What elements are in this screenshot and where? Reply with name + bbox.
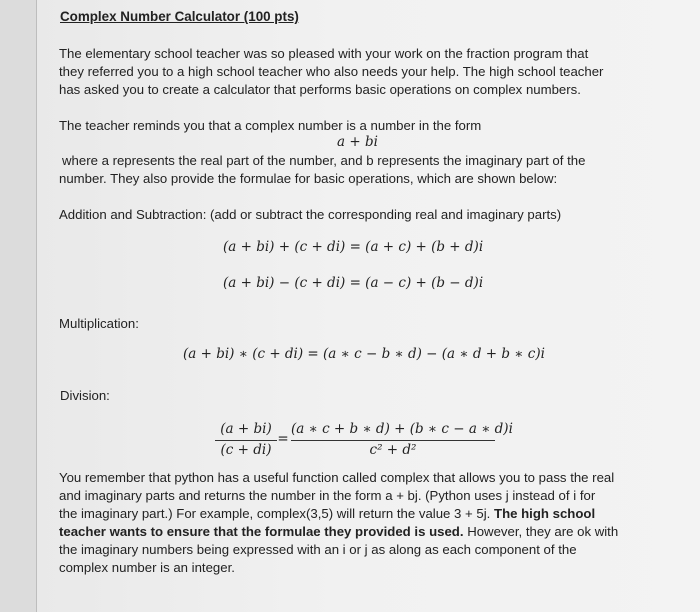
- division-lhs-fraction-bar: [215, 440, 277, 441]
- where-line-1: where a represents the real part of the number, and b represents the imaginary part of the: [62, 153, 586, 168]
- page-title: Complex Number Calculator (100 pts): [60, 9, 299, 24]
- division-rhs-fraction-bar: [291, 440, 495, 441]
- reminder-line: The teacher reminds you that a complex number is a number in the form: [59, 118, 482, 133]
- intro-line-1: The elementary school teacher was so pleased with your work on the fraction program that: [59, 46, 589, 61]
- document-page: [36, 0, 700, 612]
- addsub-heading: Addition and Subtraction: (add or subtract the corresponding real and imaginary parts): [59, 207, 562, 222]
- intro-line-2: they referred you to a high school teacher who also needs your help. The high school teacher: [59, 64, 604, 79]
- python-line-4-text: However, they are ok with: [467, 524, 619, 539]
- division-rhs-denominator: c² + d²: [369, 442, 417, 458]
- division-heading: Division:: [60, 388, 110, 403]
- python-line-5: the imaginary numbers being expressed with an i or j as along as each component of the: [59, 542, 577, 557]
- division-rhs-numerator: (a ∗ c + b ∗ d) + (b ∗ c − a ∗ d)i: [291, 421, 513, 437]
- python-line-2: and imaginary parts and returns the number in the form a + bj. (Python uses j instead of i for: [59, 488, 596, 503]
- complex-form: a + bi: [337, 134, 378, 150]
- python-line-3: [59, 505, 595, 522]
- subtraction-formula: (a + bi) − (c + di) = (a − c) + (b − d)i: [223, 275, 484, 291]
- where-line-2: number. They also provide the formulae for basic operations, which are shown below:: [59, 171, 558, 186]
- python-line-3-text: the imaginary part.) For example, complex(3,5) will return the value 3 + 5j.: [59, 506, 491, 521]
- addition-formula: (a + bi) + (c + di) = (a + c) + (b + d)i: [223, 239, 484, 255]
- python-line-3-bold: The high school: [494, 506, 596, 521]
- python-line-4-bold: teacher wants to ensure that the formulae they provided is used.: [59, 524, 464, 539]
- python-line-4: [59, 523, 618, 540]
- multiplication-heading: Multiplication:: [59, 316, 139, 331]
- python-line-6: complex number is an integer.: [59, 560, 235, 575]
- division-lhs-numerator: (a + bi): [220, 421, 272, 437]
- multiplication-formula: (a + bi) ∗ (c + di) = (a ∗ c − b ∗ d) − (a ∗ d + b ∗ c)i: [183, 346, 545, 362]
- division-lhs-denominator: (c + di): [220, 442, 272, 458]
- intro-line-3: has asked you to create a calculator that performs basic operations on complex numbers.: [59, 82, 581, 97]
- python-line-1: You remember that python has a useful function called complex that allows you to pass the real: [59, 470, 615, 485]
- division-equals: =: [277, 431, 289, 447]
